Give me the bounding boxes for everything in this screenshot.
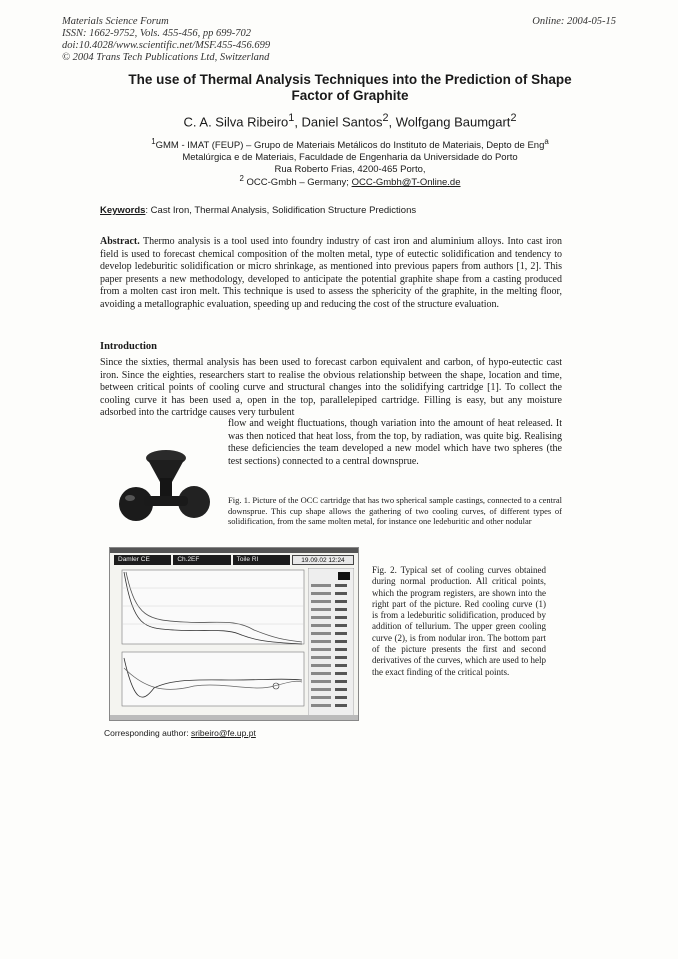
keywords <box>100 205 416 216</box>
panel-value <box>335 704 347 707</box>
author-name: Daniel Santos <box>301 114 383 130</box>
panel-row <box>311 696 331 699</box>
panel-value <box>335 696 347 699</box>
panel-row <box>311 648 331 651</box>
online-date: Online: 2004-05-15 <box>532 16 616 27</box>
panel-row <box>311 656 331 659</box>
panel-value <box>335 672 347 675</box>
title-line-2: Factor of Graphite <box>291 88 409 103</box>
affil-line-1: GMM - IMAT (FEUP) – Grupo de Materiais Metálicos do Instituto de Materiais, Depto de Eng <box>155 140 545 152</box>
thermal-analysis-screenshot <box>109 547 359 721</box>
panel-row <box>311 584 331 587</box>
intro-paragraph-1: Since the sixties, thermal analysis has been used to forecast carbon equivalent and carbon, of hypo-eutectic cast iron. Since the eighties, researchers start to realise the obvious relationship between the shape, location and time, between critical points of cooling curve and structural changes into the solidifying cartridge [1]. To collect the cooling curve it has been used a, open in the top, parallelepiped cartridge. Filling is easy, but any moisture adsorbed into the cartridge causes very turbulent <box>100 357 562 418</box>
author-name: C. A. Silva Ribeiro <box>183 114 289 130</box>
author-sup: 2 <box>510 112 517 124</box>
abstract <box>100 236 562 311</box>
affil-sup: 1 <box>151 137 156 146</box>
panel-value <box>335 624 347 627</box>
corresponding-author <box>104 728 256 738</box>
panel-indicator <box>338 572 350 580</box>
panel-row <box>311 624 331 627</box>
screenshot-tab: Damler CE <box>114 555 171 565</box>
panel-value <box>335 608 347 611</box>
cartridge-connector <box>144 496 188 506</box>
panel-row <box>311 608 331 611</box>
journal-name: Materials Science Forum <box>62 16 169 27</box>
affil2-email-link[interactable]: OCC-Gmbh@T-Online.de <box>351 177 461 189</box>
affil-line-2: Metalúrgica e de Materiais, Faculdade de Engenharia da Universidade do Porto <box>182 152 518 164</box>
panel-value <box>335 600 347 603</box>
panel-value <box>335 656 347 659</box>
issn: ISSN: 1662-9752, Vols. 455-456, pp 699-702 <box>62 28 251 39</box>
panel-row <box>311 616 331 619</box>
occ-cartridge-photo <box>114 448 214 528</box>
affil2-text: OCC-Gmbh – Germany; <box>246 177 352 189</box>
affiliation-2 <box>90 174 610 188</box>
affiliation-1 <box>90 136 610 176</box>
cooling-curve-chart <box>114 568 306 712</box>
intro-paragraph-2: flow and weight fluctuations, though variation into the amount of heat released. It was then noticed that heat loss, from the top, by radiation, was quite big. Realising these deficiencies the team developed a new model which have two spheres (the test sections) connected to a central downsprue. <box>228 418 562 467</box>
keywords-label: Keywords <box>100 205 146 216</box>
cooling-plot-area <box>122 570 304 644</box>
panel-row <box>311 704 331 707</box>
panel-value <box>335 584 347 587</box>
paper-title <box>90 72 610 104</box>
screenshot-time: 19.09.02 12:24 <box>292 555 354 565</box>
corresponding-label: Corresponding author: <box>104 728 191 738</box>
panel-value <box>335 688 347 691</box>
copyright: © 2004 Trans Tech Publications Ltd, Switzerland <box>62 52 270 63</box>
journal-header <box>62 16 270 64</box>
abstract-label: Abstract. <box>100 236 140 247</box>
author-name: Wolfgang Baumgart <box>395 114 511 130</box>
panel-row <box>311 592 331 595</box>
cartridge-highlight <box>125 495 135 501</box>
doi: doi:10.4028/www.scientific.net/MSF.455-456.699 <box>62 40 271 51</box>
author-list: C. A. Silva Ribeiro$^1$, Daniel Santos$^2$, Wolfgang Baumgart$^2$ <box>183 112 517 130</box>
panel-value <box>335 640 347 643</box>
panel-row <box>311 688 331 691</box>
screenshot-tab: Ch.2EF <box>173 555 230 565</box>
panel-row <box>311 632 331 635</box>
keywords-colon: : <box>145 205 149 216</box>
screenshot-tabs <box>114 555 354 565</box>
section-heading-introduction: Introduction <box>100 341 157 352</box>
panel-value <box>335 680 347 683</box>
panel-row <box>311 680 331 683</box>
screenshot-titlebar <box>110 548 358 553</box>
corresponding-email-link[interactable]: sribeiro@fe.up.pt <box>190 728 256 738</box>
panel-row <box>311 664 331 667</box>
panel-row <box>311 640 331 643</box>
keywords-text: Cast Iron, Thermal Analysis, Solidification Structure Predictions <box>148 205 417 216</box>
panel-value <box>335 632 347 635</box>
panel-row <box>311 600 331 603</box>
panel-value <box>335 648 347 651</box>
screenshot-statusbar <box>110 715 358 720</box>
abstract-text: Thermo analysis is a tool used into foundry industry of cast iron and aluminium alloys. Into cast iron field is used to forecast chemical composition of the molten metal, type of eutectic solidification and tendency to develop ledeburitic solidification or micro shrinkage, as mentioned into previous papers from authors [1, 2]. This paper presents a new methodology, developed to anticipate the potential graphite shape from a casting produced from a molten cast iron melt. This technique is used to assess the sphericity of the graphite, in the melting floor, avoiding a metallographic evaluation, speeding up and reducing the cost of the structure evaluation. <box>100 236 562 310</box>
panel-value <box>335 616 347 619</box>
panel-value <box>335 664 347 667</box>
screenshot-tab: Toile RI <box>233 555 290 565</box>
title-line-1: The use of Thermal Analysis Techniques into the Prediction of Shape <box>128 72 572 87</box>
author-sup: 2 <box>382 112 389 124</box>
author-sup: 1 <box>288 112 295 124</box>
affil2-sup: 2 <box>239 174 244 183</box>
figure-1-caption: Fig. 1. Picture of the OCC cartridge that has two spherical sample castings, connected to a central downsprue. This cup shape allows the gathering of two cooling curves, of different types of solidification, from the same molten metal, for instance one ledeburitic and other nodular <box>228 495 562 526</box>
critical-points-panel <box>308 568 354 718</box>
figure-2-caption: Fig. 2. Typical set of cooling curves obtained during normal production. All critical points, which the program registers, are shown into the right part of the picture. Red cooling curve (1) is from a ledeburitic solidification, produced by addition of tellurium. The upper green cooling curve (2), is from nodular iron. The bottom part of the picture presents the first and second derivatives of the curves, which are used to help the exact finding of the critical points. <box>372 565 546 677</box>
panel-value <box>335 592 347 595</box>
affil-line-3: Rua Roberto Frias, 4200-465 Porto, <box>274 164 426 176</box>
panel-row <box>311 672 331 675</box>
affil-line-1-sup: a <box>544 137 549 146</box>
